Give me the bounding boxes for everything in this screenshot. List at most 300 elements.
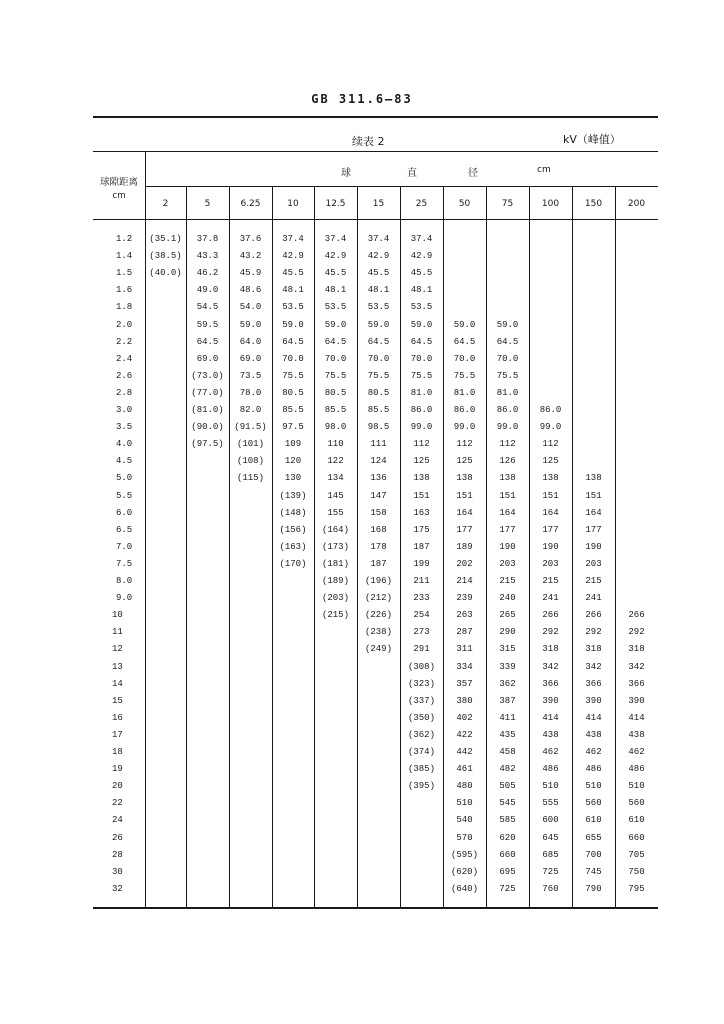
table-cell: 442 — [456, 747, 473, 757]
table-cell: 138 — [585, 473, 602, 483]
row-label: 3.0 — [116, 405, 133, 415]
row-label: 17 — [112, 730, 123, 740]
table-caption: 续表 2 — [352, 135, 385, 148]
table-cell: 287 — [456, 627, 473, 637]
table-cell: 138 — [499, 473, 516, 483]
table-cell: 43.2 — [239, 251, 262, 261]
table-cell: 480 — [456, 781, 473, 791]
table-cell: (148) — [279, 508, 307, 518]
table-cell: 560 — [628, 798, 645, 808]
row-label: 20 — [112, 781, 123, 791]
table-cell: (189) — [321, 576, 349, 586]
table-cell: 59.0 — [324, 320, 347, 330]
table-cell: 366 — [585, 679, 602, 689]
table-cell: 85.5 — [282, 405, 304, 415]
column-divider — [145, 152, 146, 907]
table-cell: 97.5 — [282, 422, 304, 432]
table-cell: 151 — [413, 491, 430, 501]
table-cell: 54.5 — [196, 302, 219, 312]
column-header: 75 — [501, 199, 514, 209]
table-cell: 54.0 — [239, 302, 262, 312]
table-cell: 311 — [456, 644, 473, 654]
row-label: 2.8 — [116, 388, 133, 398]
table-cell: 151 — [585, 491, 602, 501]
table-cell: (249) — [364, 644, 392, 654]
table-cell: 214 — [456, 576, 473, 586]
table-cell: 37.4 — [367, 234, 390, 244]
column-header: 100 — [541, 199, 560, 209]
table-cell: 438 — [628, 730, 645, 740]
table-cell: 164 — [499, 508, 516, 518]
table-cell: 438 — [542, 730, 559, 740]
row-label: 5.0 — [116, 473, 133, 483]
table-cell: 540 — [456, 815, 473, 825]
row-label: 2.2 — [116, 337, 133, 347]
table-cell: (640) — [450, 884, 478, 894]
table-cell: 387 — [499, 696, 516, 706]
table-cell: 59.5 — [196, 320, 219, 330]
table-cell: (395) — [407, 781, 435, 791]
table-cell: 59.0 — [367, 320, 390, 330]
table-cell: 660 — [499, 850, 516, 860]
table-cell: 53.5 — [282, 302, 304, 312]
row-label: 11 — [112, 627, 123, 637]
table-cell: (156) — [279, 525, 307, 535]
table-cell: 263 — [456, 610, 473, 620]
table-cell: 64.0 — [239, 337, 262, 347]
table-cell: 138 — [542, 473, 559, 483]
table-cell: 151 — [542, 491, 559, 501]
table-cell: 620 — [499, 833, 516, 843]
column-header: 200 — [627, 199, 646, 209]
column-header: 150 — [584, 199, 603, 209]
table-cell: 86.0 — [453, 405, 476, 415]
table-cell: 151 — [456, 491, 473, 501]
table-cell: 725 — [499, 884, 516, 894]
table-cell: 37.4 — [324, 234, 347, 244]
table-cell: (38.5) — [149, 251, 182, 261]
table-cell: 510 — [542, 781, 559, 791]
table-cell: 362 — [499, 679, 516, 689]
table-cell: 99.0 — [453, 422, 476, 432]
table-cell: 266 — [585, 610, 602, 620]
table-cell: 70.0 — [410, 354, 433, 364]
table-cell: 111 — [370, 439, 387, 449]
table-cell: 98.0 — [324, 422, 347, 432]
table-cell: 178 — [370, 542, 387, 552]
table-cell: (323) — [407, 679, 435, 689]
table-cell: 164 — [542, 508, 559, 518]
table-cell: (212) — [364, 593, 392, 603]
table-cell: 110 — [327, 439, 344, 449]
table-cell: (181) — [321, 559, 349, 569]
table-cell: 42.9 — [282, 251, 304, 261]
table-cell: 130 — [284, 473, 302, 483]
table-cell: 59.0 — [239, 320, 262, 330]
table-cell: (40.0) — [149, 268, 182, 278]
table-cell: 122 — [327, 456, 344, 466]
table-cell: 43.3 — [196, 251, 219, 261]
row-header-label: 球隙距离 — [99, 177, 138, 188]
table-cell: 75.5 — [282, 371, 304, 381]
table-cell: 163 — [413, 508, 430, 518]
row-label: 2.6 — [116, 371, 133, 381]
table-cell: 187 — [370, 559, 387, 569]
table-cell: 266 — [628, 610, 645, 620]
table-cell: 233 — [413, 593, 430, 603]
table-cell: 53.5 — [324, 302, 347, 312]
table-cell: 64.5 — [196, 337, 219, 347]
table-cell: (139) — [279, 491, 307, 501]
table-cell: (308) — [407, 662, 435, 672]
table-cell: 138 — [413, 473, 430, 483]
table-cell: 112 — [542, 439, 559, 449]
row-label: 26 — [112, 833, 123, 843]
table-cell: 112 — [456, 439, 473, 449]
table-cell: 315 — [499, 644, 516, 654]
table-cell: (203) — [321, 593, 349, 603]
table-cell: 342 — [542, 662, 559, 672]
table-cell: 45.5 — [282, 268, 304, 278]
row-label: 8.0 — [116, 576, 133, 586]
table-cell: 86.0 — [410, 405, 433, 415]
table-cell: 215 — [542, 576, 559, 586]
table-cell: 555 — [542, 798, 559, 808]
table-cell: 239 — [456, 593, 473, 603]
row-label: 12 — [112, 644, 123, 654]
table-cell: 175 — [413, 525, 430, 535]
column-header: 15 — [372, 199, 385, 209]
table-cell: 290 — [499, 627, 516, 637]
table-cell: 199 — [413, 559, 430, 569]
table-cell: 462 — [542, 747, 559, 757]
table-cell: (35.1) — [149, 234, 182, 244]
table-cell: 655 — [585, 833, 602, 843]
table-cell: 414 — [628, 713, 645, 723]
table-cell: 99.0 — [496, 422, 519, 432]
table-cell: 99.0 — [410, 422, 433, 432]
table-cell: 48.6 — [239, 285, 262, 295]
table-cell: (595) — [450, 850, 478, 860]
row-label: 28 — [112, 850, 123, 860]
row-label: 5.5 — [116, 491, 133, 501]
table-cell: 147 — [370, 491, 387, 501]
table-cell: 334 — [456, 662, 473, 672]
table-cell: 37.4 — [282, 234, 304, 244]
row-label: 10 — [112, 610, 123, 620]
table-cell: 380 — [456, 696, 473, 706]
table-cell: 705 — [628, 850, 645, 860]
row-label: 3.5 — [116, 422, 133, 432]
table-cell: 462 — [628, 747, 645, 757]
table-cell: 168 — [370, 525, 387, 535]
row-label: 16 — [112, 713, 123, 723]
table-cell: 462 — [585, 747, 602, 757]
table-cell: 45.5 — [324, 268, 347, 278]
row-label: 22 — [112, 798, 123, 808]
table-cell: 125 — [542, 456, 559, 466]
table-cell: 75.5 — [410, 371, 433, 381]
row-label: 15 — [112, 696, 123, 706]
row-label: 1.8 — [116, 302, 133, 312]
table-cell: 85.5 — [324, 405, 347, 415]
table-cell: (215) — [321, 610, 349, 620]
column-header: 2 — [162, 199, 169, 209]
table-cell: 64.5 — [282, 337, 304, 347]
row-label: 1.2 — [116, 234, 133, 244]
table-cell: 80.5 — [324, 388, 347, 398]
column-header: 10 — [287, 199, 299, 209]
table-cell: 390 — [542, 696, 559, 706]
table-cell: 42.9 — [410, 251, 433, 261]
table-cell: 402 — [456, 713, 473, 723]
row-header-unit: cm — [112, 191, 126, 201]
column-header: 50 — [458, 199, 471, 209]
top-rule — [93, 116, 658, 118]
table-cell: 795 — [628, 884, 645, 894]
table-cell: 37.6 — [239, 234, 262, 244]
row-label: 24 — [112, 815, 123, 825]
row-label: 4.5 — [116, 456, 133, 466]
table-cell: (163) — [279, 542, 307, 552]
table-cell: 82.0 — [239, 405, 262, 415]
table-cell: 64.5 — [496, 337, 519, 347]
table-cell: 211 — [413, 576, 430, 586]
table-cell: 486 — [542, 764, 559, 774]
table-cell: 151 — [499, 491, 516, 501]
table-cell: 273 — [413, 627, 430, 637]
table-cell: (173) — [321, 542, 349, 552]
table-cell: 70.0 — [282, 354, 304, 364]
table-cell: 725 — [542, 867, 559, 877]
unit-label: kV（峰值） — [563, 133, 621, 146]
table-cell: 70.0 — [496, 354, 519, 364]
table-cell: 48.1 — [367, 285, 390, 295]
table-cell: (226) — [364, 610, 392, 620]
table-cell: 366 — [628, 679, 645, 689]
table-cell: 190 — [585, 542, 602, 552]
table-cell: 75.5 — [367, 371, 390, 381]
table-cell: 292 — [628, 627, 645, 637]
table-cell: 600 — [542, 815, 559, 825]
table-cell: 241 — [585, 593, 602, 603]
table-cell: 45.5 — [410, 268, 433, 278]
table-cell: 112 — [413, 439, 430, 449]
table-cell: 438 — [585, 730, 602, 740]
table-cell: 69.0 — [196, 354, 219, 364]
table-cell: 46.2 — [196, 268, 219, 278]
row-label: 4.0 — [116, 439, 133, 449]
table-cell: 48.1 — [282, 285, 304, 295]
table-cell: 190 — [542, 542, 559, 552]
table-cell: 342 — [628, 662, 645, 672]
table-cell: 414 — [585, 713, 602, 723]
header-bottom-rule — [93, 219, 658, 220]
table-cell: 37.4 — [410, 234, 433, 244]
table-cell: 411 — [499, 713, 516, 723]
column-group-char-1: 球 — [341, 168, 351, 179]
table-cell: 125 — [413, 456, 430, 466]
column-header: 12.5 — [325, 199, 346, 209]
table-cell: 164 — [456, 508, 473, 518]
table-cell: 124 — [370, 456, 387, 466]
table-cell: 461 — [456, 764, 473, 774]
row-label: 30 — [112, 867, 123, 877]
row-label: 14 — [112, 679, 123, 689]
table-cell: 318 — [542, 644, 559, 654]
table-cell: (385) — [407, 764, 435, 774]
table-cell: 695 — [499, 867, 516, 877]
table-cell: (374) — [407, 747, 435, 757]
table-cell: 45.9 — [239, 268, 262, 278]
table-cell: 64.5 — [367, 337, 390, 347]
table-cell: 685 — [542, 850, 559, 860]
table-cell: 254 — [413, 610, 430, 620]
column-group-char-2: 直 — [407, 168, 417, 179]
table-cell: 560 — [585, 798, 602, 808]
table-cell: 177 — [499, 525, 516, 535]
table-cell: 390 — [585, 696, 602, 706]
table-cell: 98.5 — [367, 422, 390, 432]
table-cell: 75.5 — [453, 371, 476, 381]
column-header: 5 — [204, 199, 211, 209]
table-cell: 75.5 — [324, 371, 347, 381]
table-cell: (108) — [236, 456, 264, 466]
table-cell: 291 — [413, 644, 430, 654]
row-label: 2.0 — [116, 320, 133, 330]
table-cell: 486 — [585, 764, 602, 774]
table-cell: 80.5 — [282, 388, 304, 398]
table-cell: 45.5 — [367, 268, 390, 278]
table-cell: 266 — [542, 610, 559, 620]
table-cell: 70.0 — [324, 354, 347, 364]
row-label: 1.5 — [116, 268, 133, 278]
table-cell: 292 — [585, 627, 602, 637]
table-cell: 745 — [585, 867, 602, 877]
table-cell: 164 — [585, 508, 602, 518]
row-label: 1.6 — [116, 285, 133, 295]
table-cell: 136 — [370, 473, 387, 483]
table-cell: 202 — [456, 559, 473, 569]
table-cell: 59.0 — [410, 320, 433, 330]
table-cell: 585 — [499, 815, 516, 825]
row-label: 18 — [112, 747, 123, 757]
table-cell: (350) — [407, 713, 435, 723]
row-label: 6.0 — [116, 508, 133, 518]
table-cell: 645 — [542, 833, 559, 843]
table-cell: 318 — [585, 644, 602, 654]
table-cell: 482 — [499, 764, 516, 774]
table-cell: 790 — [585, 884, 602, 894]
row-label: 7.0 — [116, 542, 133, 552]
table-cell: 435 — [499, 730, 516, 740]
table-cell: 120 — [284, 456, 302, 466]
table-cell: 339 — [499, 662, 516, 672]
column-header: 6.25 — [240, 199, 261, 209]
table-cell: 177 — [456, 525, 473, 535]
table-cell: 158 — [370, 508, 387, 518]
table-cell: 510 — [585, 781, 602, 791]
table-cell: 215 — [585, 576, 602, 586]
table-cell: 59.0 — [496, 320, 519, 330]
row-label: 6.5 — [116, 525, 133, 535]
row-label: 32 — [112, 884, 123, 894]
table-cell: 187 — [413, 542, 430, 552]
table-cell: 570 — [456, 833, 473, 843]
table-cell: 85.5 — [367, 405, 390, 415]
table-cell: 80.5 — [367, 388, 390, 398]
table-cell: 126 — [499, 456, 516, 466]
table-cell: 59.0 — [453, 320, 476, 330]
table-cell: 145 — [327, 491, 344, 501]
table-cell: 69.0 — [239, 354, 262, 364]
table-cell: 292 — [542, 627, 559, 637]
table-cell: (101) — [236, 439, 264, 449]
standard-code: GB 311.6—83 — [311, 92, 413, 106]
table-cell: 760 — [542, 884, 559, 894]
table-cell: 660 — [628, 833, 645, 843]
table-cell: 53.5 — [367, 302, 390, 312]
table-cell: (77.0) — [191, 388, 224, 398]
table-cell: 177 — [585, 525, 602, 535]
table-cell: 86.0 — [539, 405, 562, 415]
table-cell: 81.0 — [453, 388, 476, 398]
subheader-rule — [145, 186, 658, 187]
table-cell: 215 — [499, 576, 516, 586]
table-cell: 189 — [456, 542, 473, 552]
table-cell: 203 — [542, 559, 559, 569]
table-cell: 99.0 — [539, 422, 562, 432]
row-label: 9.0 — [116, 593, 133, 603]
bottom-rule — [93, 907, 658, 909]
table-cell: 610 — [585, 815, 602, 825]
table-cell: 342 — [585, 662, 602, 672]
table-cell: 700 — [585, 850, 602, 860]
table-cell: 48.1 — [410, 285, 433, 295]
table-cell: 75.5 — [496, 371, 519, 381]
table-cell: 134 — [327, 473, 344, 483]
table-cell: 458 — [499, 747, 516, 757]
table-cell: 422 — [456, 730, 473, 740]
table-cell: 414 — [542, 713, 559, 723]
table-cell: 203 — [585, 559, 602, 569]
table-cell: 610 — [628, 815, 645, 825]
table-cell: 70.0 — [367, 354, 390, 364]
table-cell: 510 — [628, 781, 645, 791]
table-cell: 318 — [628, 644, 645, 654]
table-cell: (164) — [321, 525, 349, 535]
table-cell: (620) — [450, 867, 478, 877]
table-cell: (90.0) — [191, 422, 224, 432]
table-cell: 505 — [499, 781, 516, 791]
table-cell: 750 — [628, 867, 645, 877]
table-cell: 241 — [542, 593, 559, 603]
table-cell: 42.9 — [324, 251, 347, 261]
table-cell: (337) — [407, 696, 435, 706]
table-cell: 390 — [628, 696, 645, 706]
table-cell: 64.5 — [453, 337, 476, 347]
row-label: 19 — [112, 764, 123, 774]
table-cell: (97.5) — [191, 439, 224, 449]
table-cell: 138 — [456, 473, 473, 483]
table-cell: 64.5 — [410, 337, 433, 347]
table-cell: 37.8 — [196, 234, 219, 244]
table-cell: 366 — [542, 679, 559, 689]
table-cell: 190 — [499, 542, 516, 552]
table-cell: (91.5) — [234, 422, 267, 432]
header-top-rule — [93, 151, 658, 152]
table-cell: 48.1 — [324, 285, 347, 295]
